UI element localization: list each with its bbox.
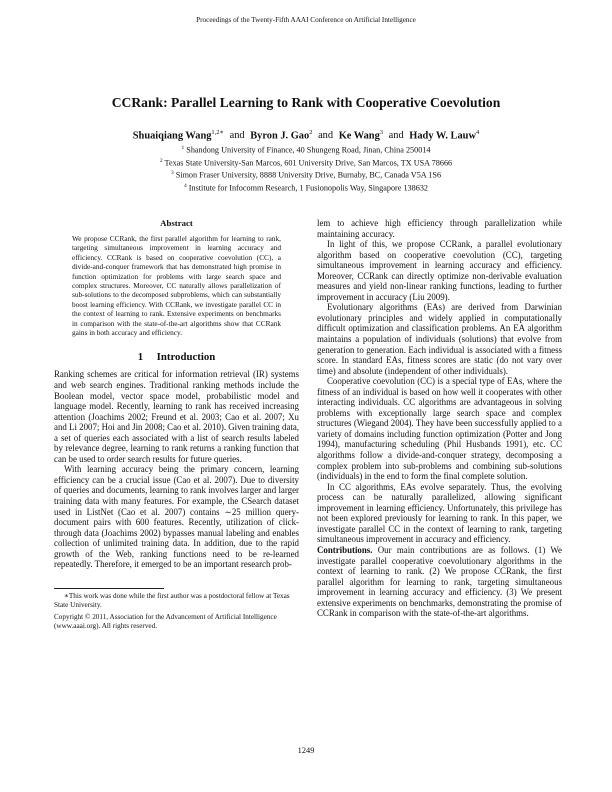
paragraph-contributions xyxy=(317,545,562,619)
affil-text: Simon Fraser University, 8888 University Drive, Burnaby, BC, Canada V5A 1S6 xyxy=(175,171,442,181)
affil-marker: 1 xyxy=(181,145,185,151)
contributions-lead: Contributions. xyxy=(317,544,373,555)
paper-title: CCRank: Parallel Learning to Rank with Cooperative Coevolution xyxy=(111,95,501,110)
author-separator: and xyxy=(388,130,404,142)
paragraph: Ranking schemes are critical for information retrieval (IR) systems and web search engines. Traditional ranking methods include the Boolean model, vector space model, probabilistic model and language model. Recently, learning to rank has received increasing attention (Joachims 2002; Freund et al. 2003; Cao et al. 2007; Xu and Li 2007; Hoi and Jin 2008; Cao et al. 2010). Given training data, a set of queries each associated with a list of search results labeled by relevance degree, learning to rank returns a ranking function that can be used to order search results for future queries. xyxy=(54,369,300,464)
abstract-text: We propose CCRank, the first parallel algorithm for learning to rank, targeting simultaneous improvement in learning accuracy and efficiency. CCRank is based on cooperative coevolution (CC), a divide-and-conquer framework that has demonstrated high promise in function optimization for problems with large search space and complex structures. Moreover, CC naturally allows parallelization of sub-solutions to the decomposed subproblems, which can substantially boost learning efficiency. With CCRank, we investigate parallel CC in the context of learning to rank. Extensive experiments on benchmarks in comparison with the state-of-the-art algorithms show that CCRank gains in both accuracy and efficiency. xyxy=(72,234,281,338)
page-number: 1249 xyxy=(297,746,315,755)
abstract-heading: Abstract xyxy=(160,218,193,228)
author-separator: and xyxy=(229,130,245,142)
paragraph: Cooperative coevolution (CC) is a special type of EAs, where the fitness of an individual is based on how well it cooperates with other interacting individuals. CC algorithms are advantageous in solving problems with exceptionally large search space and complex structures (Wiegand 2004). They have been successfully applied to a variety of domains including function optimization (Potter and Jong 1994), manufacturing scheduling (Phil Husbands 1991), etc. CC algorithms follow a divide-and-conquer strategy, decomposing a complex problem into sub-problems and combining sub-solutions (individuals) in the end to form the final complete solution. xyxy=(317,376,562,482)
left-column xyxy=(54,218,299,631)
copyright-notice: Copyright © 2011, Association for the Advancement of Artificial Intelligence (www.aaai.org). All rights reserved. xyxy=(54,612,277,630)
paragraph: Evolutionary algorithms (EAs) are derived from Darwinian evolutionary principles and widely applied in computationally difficult optimization and classification problems. An EA algorithm maintains a population of individuals (solutions) that evolve from generation to generation. Each individual is associated with a fitness score. In standard EAs, fitness scores are static (do not vary over time) and absolute (independent of other individuals). xyxy=(317,302,562,376)
footnote: ∗This work was done while the first author was a postdoctoral fellow at Texas State University. xyxy=(54,591,290,609)
affil-text: Institute for Infocomm Research, 1 Fusionopolis Way, Singapore 138632 xyxy=(188,183,429,193)
paragraph: lem to achieve high efficiency through parallelization while maintaining accuracy. xyxy=(317,218,562,239)
paragraph: With learning accuracy being the primary concern, learning efficiency can be a crucial issue (Cao et al. 2007). Due to diversity of queries and documents, learning to rank involves larger and larger training data with many features. For example, the CSearch dataset used in ListNet (Cao et al. 2007) contains ∼25 million query-document pairs with 600 features. Recently, utilization of click-through data (Joachims 2002) bypasses manual labeling and enables collection of unlimited training data. In addition, due to the rapid growth of the Web, ranking functions need to be re-learned repeatedly. Therefore, it emerged to be an important research prob- xyxy=(54,464,299,570)
affiliation xyxy=(0,168,612,181)
affil-marker: 3 xyxy=(170,170,174,177)
author-list xyxy=(0,128,612,141)
author-affil-marker: 2 xyxy=(309,129,313,136)
affiliation-list xyxy=(0,143,612,194)
author-name: Ke Wang xyxy=(338,130,380,142)
affil-text: Shandong University of Finance, 40 Shungeng Road, Jinan, China 250014 xyxy=(186,145,431,155)
right-column xyxy=(317,218,562,619)
contributions-text: Our main contributions are as follows. (1) We investigate parallel cooperative coevolutionary algorithms in the context of learning to rank. (2) We propose CCRank, the first parallel algorithm for learning to rank, targeting simultaneous improvement in learning accuracy and efficiency. (3) We present extensive experiments on benchmarks, demonstrating the promise of CCRank in comparison with the state-of-the-art algorithms. xyxy=(317,544,562,619)
affil-text: Texas State University-San Marcos, 601 University Drive, San Marcos, TX USA 78666 xyxy=(164,158,453,168)
author-affil-marker: 3 xyxy=(379,129,384,136)
paragraph: In CC algorithms, EAs evolve separately. Thus, the evolving process can be naturally parallelized, allowing significant improvement in learning efficiency. Unfortunately, this privilege has not been explored previously for learning to rank. In this paper, we investigate parallel CC in the context of learning to rank, targeting simultaneous improvement in accuracy and efficiency. xyxy=(317,481,562,545)
author-affil-marker: 1,2∗ xyxy=(211,129,224,136)
affiliation xyxy=(0,143,612,156)
author-name: Shuaiqiang Wang xyxy=(132,130,212,142)
affil-marker: 4 xyxy=(183,183,187,190)
author-name: Byron J. Gao xyxy=(250,130,310,142)
author-separator: and xyxy=(318,130,334,142)
affiliation xyxy=(0,156,612,169)
author-name: Hady W. Lauw xyxy=(409,130,476,142)
affil-marker: 2 xyxy=(159,157,163,164)
paragraph: In light of this, we propose CCRank, a parallel evolutionary algorithm based on cooperative coevolution (CC), targeting simultaneous improvement in learning accuracy and efficiency. Moreover, CCRank can directly optimize non-derivable evaluation measures and yield non-linear ranking functions, leading to further improvement in accuracy (Liu 2009). xyxy=(317,239,562,302)
affiliation xyxy=(0,181,612,194)
section-heading-introduction: 1 Introduction xyxy=(137,351,216,364)
footnote-rule xyxy=(54,588,164,589)
author-affil-marker: 4 xyxy=(475,129,480,136)
running-head: Proceedings of the Twenty-Fifth AAAI Conference on Artificial Intelligence xyxy=(196,16,416,24)
